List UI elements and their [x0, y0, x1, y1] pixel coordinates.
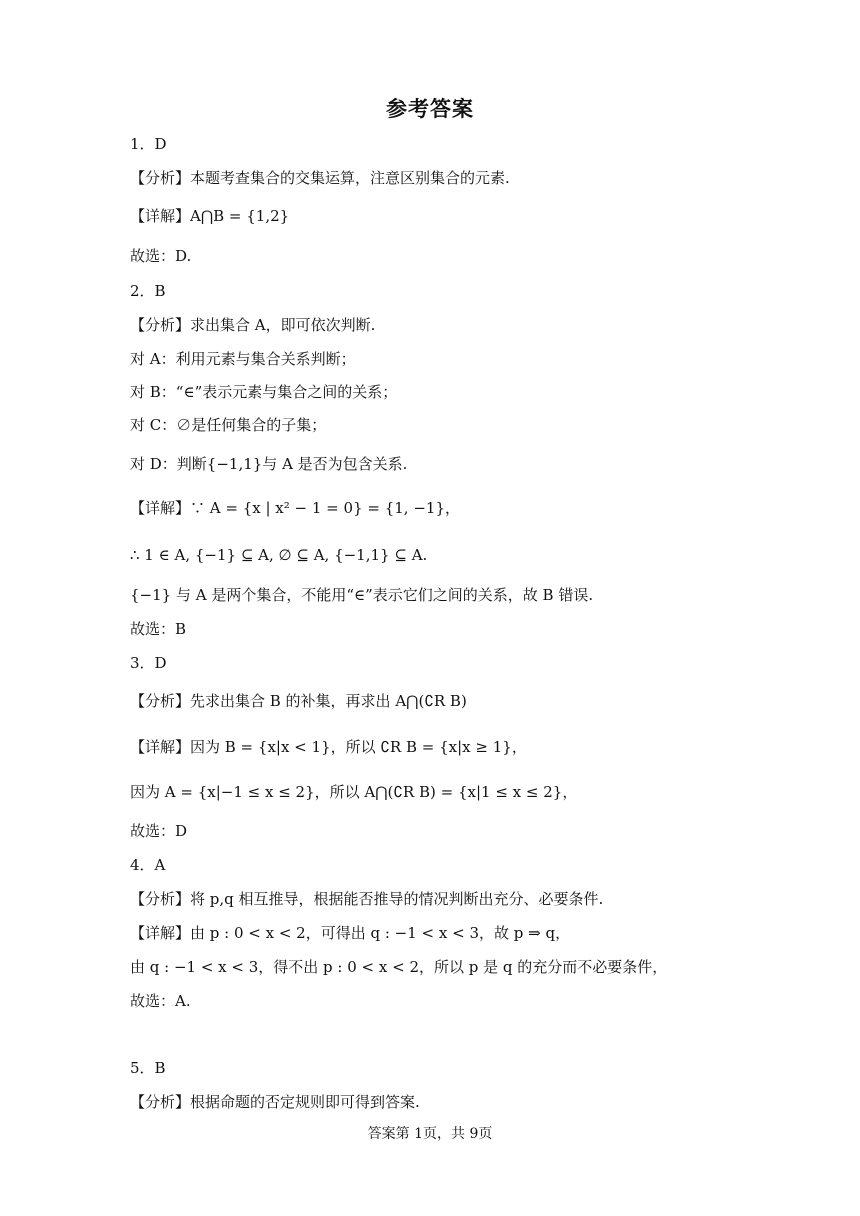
answer-2-heading: 2．B	[130, 282, 166, 300]
answer-2-option-c: 对 C：∅是任何集合的子集；	[130, 416, 327, 434]
answer-2-option-a: 对 A：利用元素与集合关系判断；	[130, 350, 356, 368]
page-footer: 答案第 1页，共 9页	[367, 1126, 493, 1142]
answer-2-detail-therefore: ∴ 1 ∈ A, {−1} ⊆ A, ∅ ⊆ A, {−1,1} ⊆ A.	[130, 546, 428, 564]
answer-3-heading: 3．D	[130, 654, 167, 672]
answer-2-analysis: 【分析】求出集合 A，即可依次判断.	[130, 316, 376, 334]
answer-4-heading: 4．A	[130, 856, 166, 874]
answer-3-detail-2: 因为 A = {x|−1 ≤ x ≤ 2}，所以 A⋂(∁R B) = {x|1 ≤ x ≤ 2}，	[130, 783, 578, 801]
answer-4-detail: 【详解】由 p : 0 < x < 2，可得出 q : −1 < x < 3，故 p ⇒ q，	[130, 924, 571, 942]
answer-3-detail: 【详解】因为 B = {x|x < 1}，所以 ∁R B = {x|x ≥ 1}，	[130, 738, 527, 756]
answer-2-option-b: 对 B：“∈”表示元素与集合之间的关系；	[130, 383, 398, 401]
answer-4-analysis: 【分析】将 p,q 相互推导，根据能否推导的情况判断出充分、必要条件.	[130, 890, 604, 908]
answer-2-detail: 【详解】∵ A = {x | x² − 1 = 0} = {1, −1}，	[130, 499, 460, 517]
answer-1-analysis: 【分析】本题考查集合的交集运算，注意区别集合的元素.	[130, 169, 510, 187]
answer-4-choice: 故选：A.	[130, 992, 191, 1010]
page-title: 参考答案	[386, 97, 474, 121]
answer-2-option-d: 对 D：判断{−1,1}与 A 是否为包含关系.	[130, 455, 408, 473]
answer-2-detail-note: {−1} 与 A 是两个集合，不能用“∈”表示它们之间的关系，故 B 错误.	[130, 586, 594, 604]
answer-4-detail-2: 由 q : −1 < x < 3，得不出 p : 0 < x < 2，所以 p 是 q 的充分而不必要条件，	[130, 958, 668, 976]
answer-2-choice: 故选：B	[130, 620, 187, 638]
answer-5-analysis: 【分析】根据命题的否定规则即可得到答案.	[130, 1093, 420, 1111]
answer-5-heading: 5．B	[130, 1059, 166, 1077]
answer-3-choice: 故选：D	[130, 822, 188, 840]
answer-1-detail: 【详解】A⋂B = {1,2}	[130, 207, 290, 225]
answer-3-analysis: 【分析】先求出集合 B 的补集，再求出 A⋂(∁R B)	[130, 692, 467, 710]
answer-1-heading: 1．D	[130, 135, 167, 153]
answer-1-choice: 故选：D.	[130, 247, 192, 265]
